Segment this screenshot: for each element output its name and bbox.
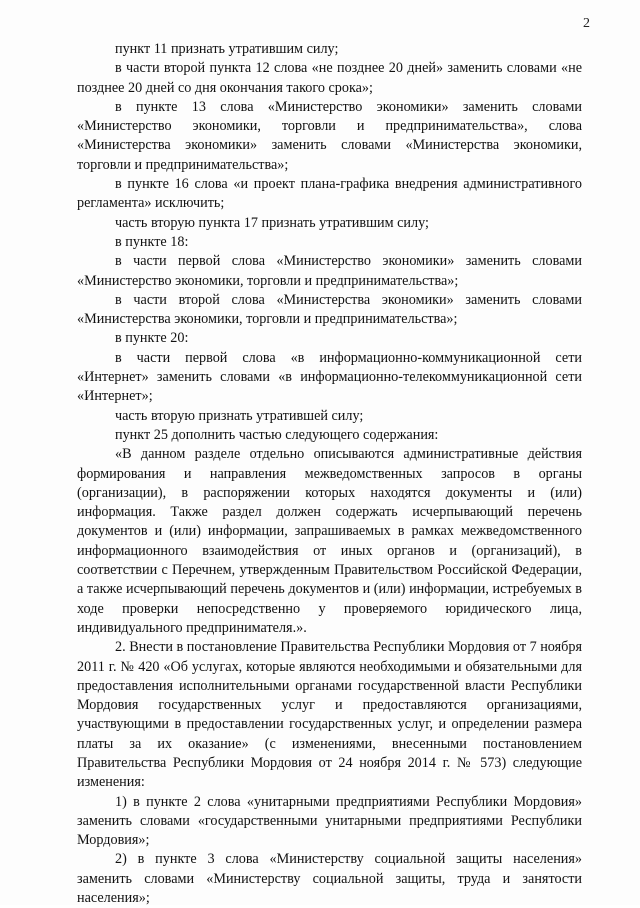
paragraph-4: в пункте 16 слова «и проект плана-графика внедрения административного регламента» исключить; — [77, 176, 582, 212]
paragraph-1: пункт 11 признать утратившим силу; — [115, 41, 339, 57]
paragraph-12: пункт 25 дополнить частью следующего содержания: — [115, 426, 439, 443]
paragraph-9: в пункте 20: — [115, 330, 189, 347]
paragraph-13: «В данном разделе отдельно описываются административные действия формирования и направления межведомственных запросов в органы (организации), в распоряжении которых находятся документы и (или) информация. Также раздел должен содержать исчерпывающий перечень документов и (или) информации, запрашиваемых в рамках межведомственного информационного взаимодействия от иных органов и (организаций), в соответствии с Перечнем, утвержденным Правительством Российской Федерации, а также исчерпывающий перечень документов и (или) информации, истребуемых в ходе проверки непосредственно у проверяемого юридического лица, индивидуального предпринимателя.». — [77, 446, 582, 636]
paragraph-8: в части второй слова «Министерства экономики» заменить словами «Министерства экономики, торговли и предпринимательства»; — [77, 291, 582, 328]
paragraph-3: в пункте 13 слова «Министерство экономики» заменить словами «Министерство экономики, торговли и предпринимательства», слова «Министерства экономики» заменить словами «Министерства экономики, торговли и предпринимательства»; — [77, 98, 582, 173]
paragraph-6: в пункте 18: — [115, 233, 189, 250]
paragraph-14: 2. Внести в постановление Правительства Республики Мордовия от 7 ноября 2011 г. № 420 «Об услугах, которые являются необходимыми и обязательными для предоставления исполнительными органами государственной власти Республики Мордовия государственных услуг и предоставляются организациями, участвующими в предоставлении государственных услуг, и определении размера платы за их оказание» (с изменениями, внесенными постановлением Правительства Республики Мордовия от 24 ноября 2014 г. № 573) следующие изменения: — [77, 639, 582, 791]
paragraph-10: в части первой слова «в информационно-коммуникационной сети «Интернет» заменить словами «в информационно-телекоммуникационной сети «Интернет»; — [77, 349, 582, 405]
paragraph-16: 2) в пункте 3 слова «Министерству социальной защиты населения» заменить словами «Министерству социальной защиты, труда и занятости населения»; — [77, 851, 582, 907]
paragraph-7: в части первой слова «Министерство экономики» заменить словами «Министерство экономики, торговли и предпринимательства»; — [77, 253, 582, 289]
page-number: 2 — [583, 16, 590, 31]
paragraph-5: часть вторую пункта 17 признать утратившим силу; — [115, 214, 429, 231]
paragraph-11: часть вторую признать утратившей силу; — [115, 407, 364, 424]
document-body — [77, 40, 582, 908]
paragraph-15: 1) в пункте 2 слова «унитарными предприятиями Республики Мордовия» заменить словами «государственными унитарными предприятиями Республики Мордовия»; — [77, 793, 582, 849]
paragraph-2: в части второй пункта 12 слова «не позднее 20 дней» заменить словами «не позднее 20 дней со дня окончания такого срока»; — [77, 60, 582, 96]
